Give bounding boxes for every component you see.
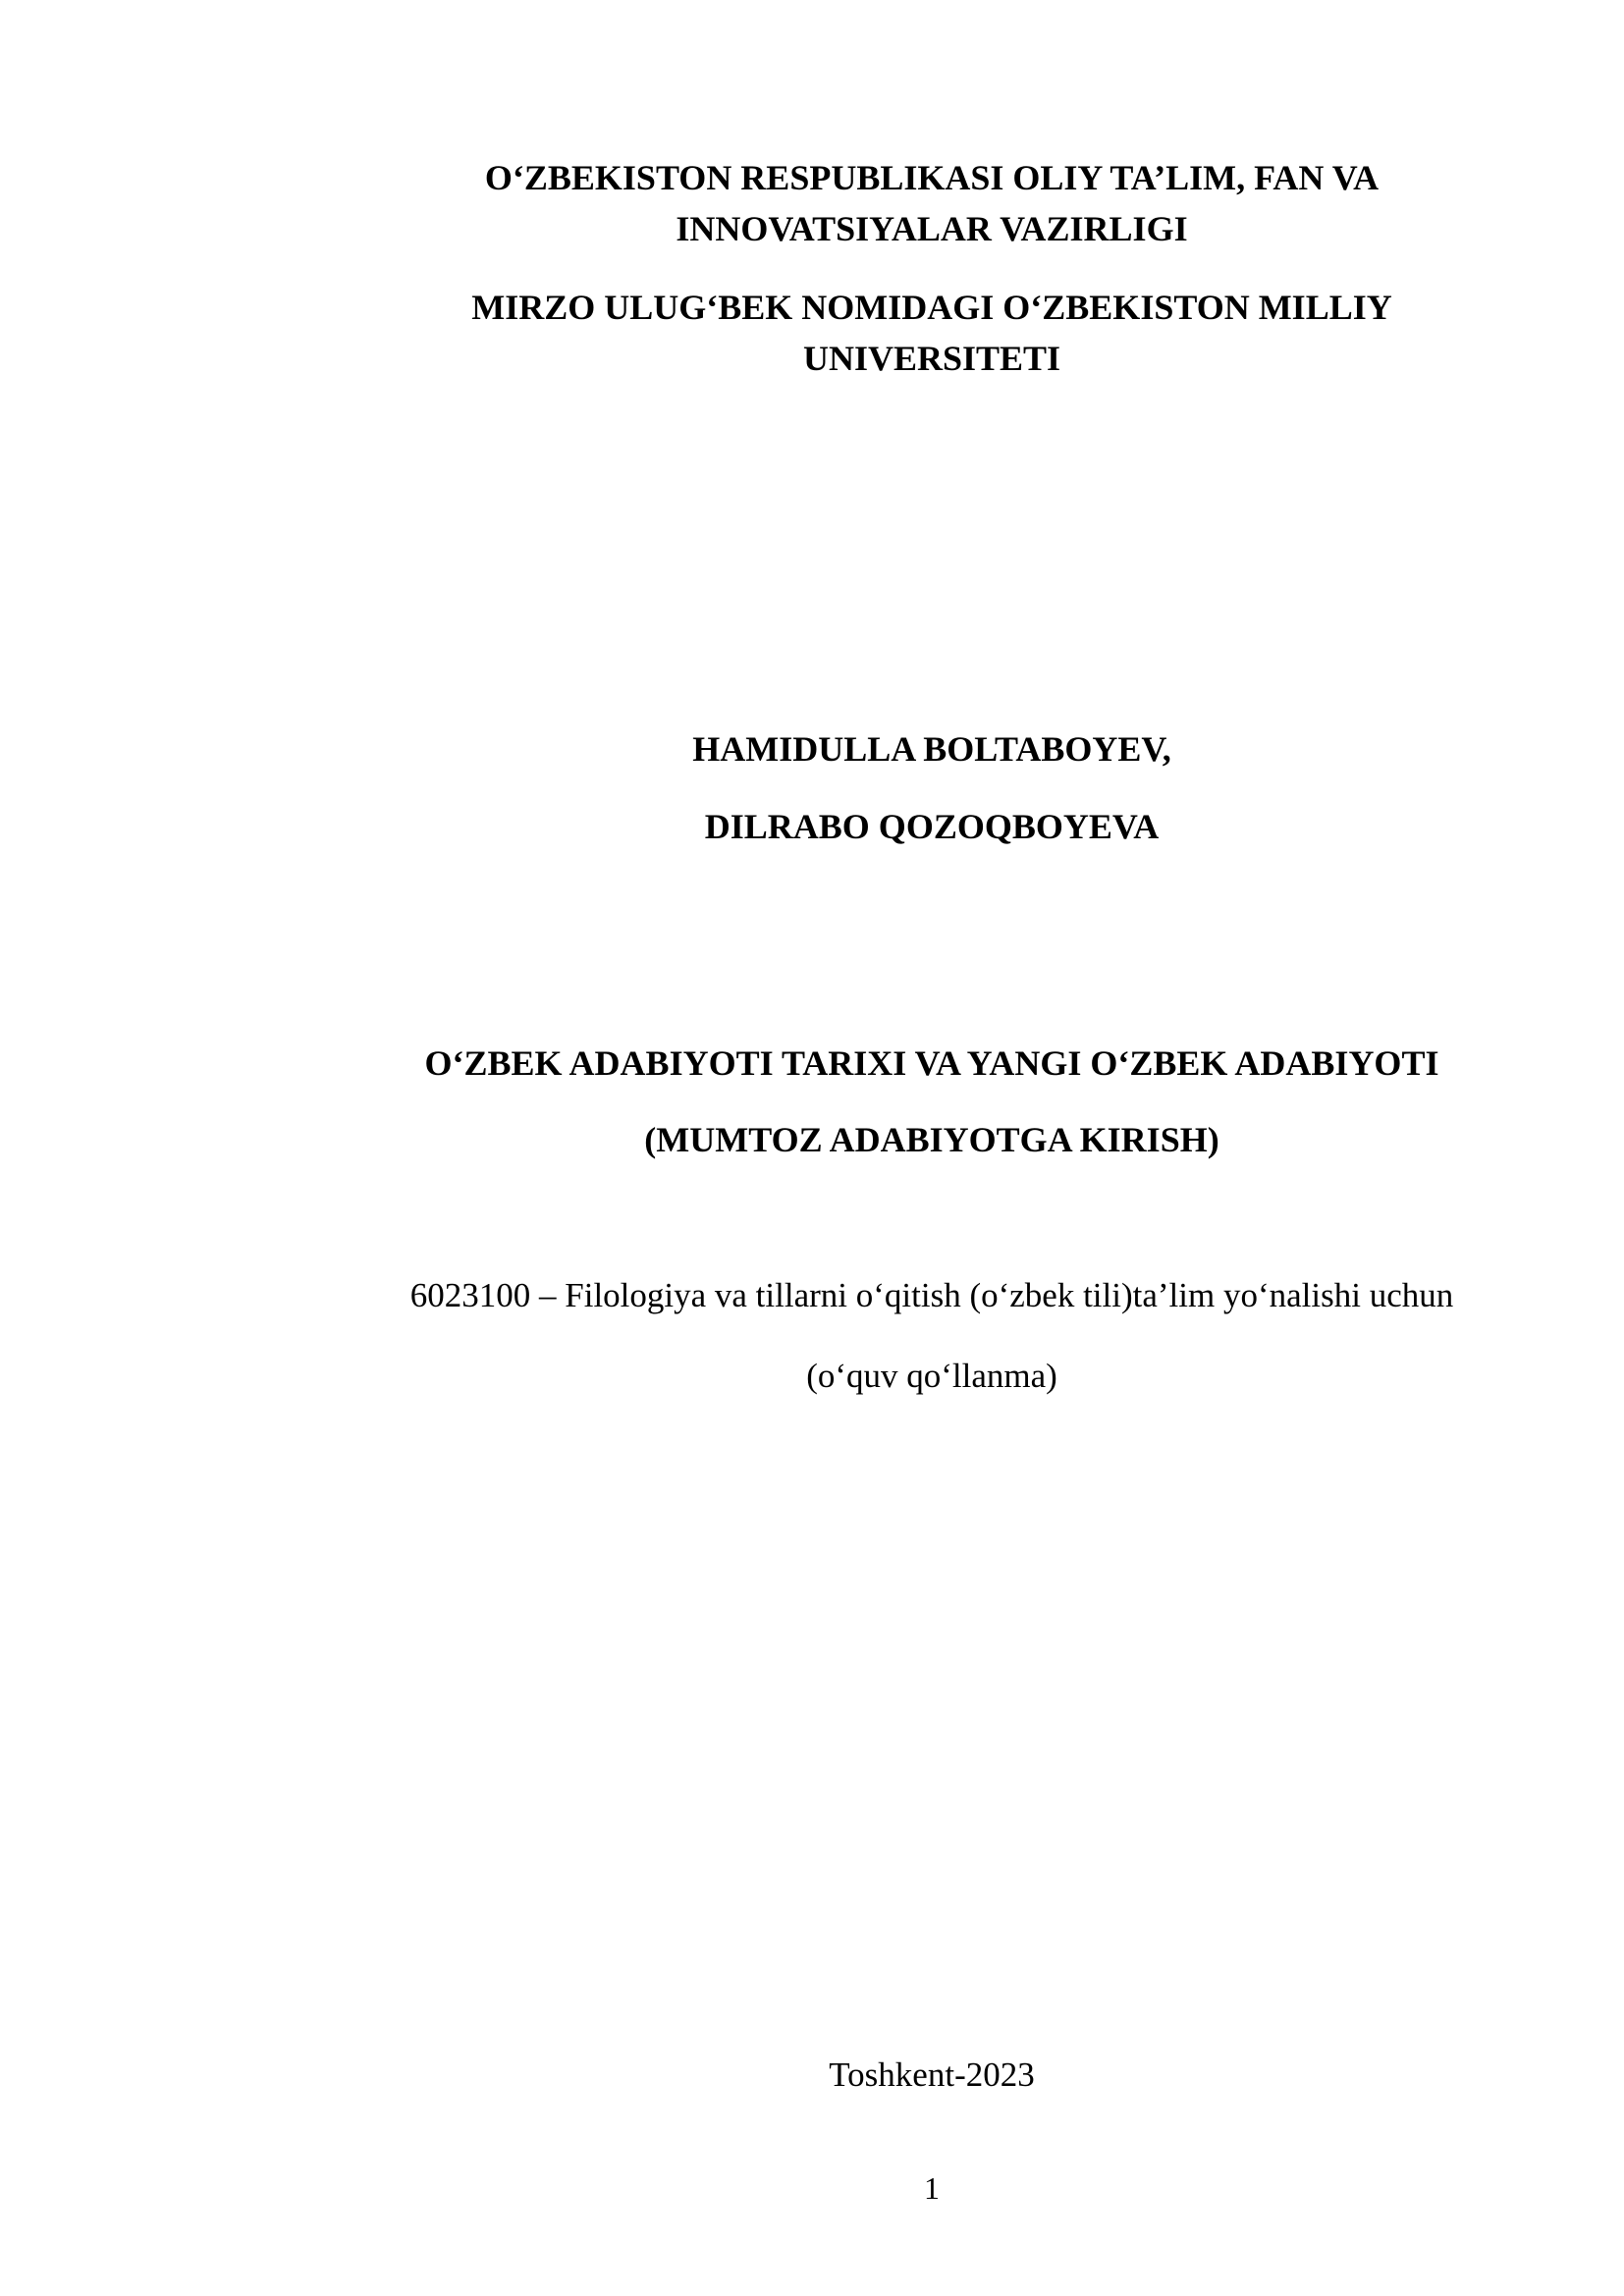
ministry-name-line-1: O‘ZBEKISTON RESPUBLIKASI OLIY TA’LIM, FAN VA xyxy=(484,158,1380,197)
book-title-line-1: O‘ZBEK ADABIYOTI TARIXI VA YANGI O‘ZBEK ADABIYOTI xyxy=(424,1043,1439,1083)
university-name-line-2: UNIVERSITETI xyxy=(802,339,1061,378)
author-name: HAMIDULLA BOLTABOYEV, xyxy=(692,729,1171,769)
book-title-line-2: (MUMTOZ ADABIYOTGA KIRISH) xyxy=(644,1120,1219,1159)
ministry-name-line-2: INNOVATSIYALAR VAZIRLIGI xyxy=(676,209,1188,248)
page-number: 1 xyxy=(924,2170,940,2206)
publication-type: (o‘quv qo‘llanma) xyxy=(806,1357,1057,1395)
university-name-line-1: MIRZO ULUG‘BEK NOMIDAGI O‘ZBEKISTON MILLIY xyxy=(471,288,1392,327)
author-name: DILRABO QOZOQBOYEVA xyxy=(704,807,1160,846)
specialty-line: 6023100 – Filologiya va tillarni o‘qitish (o‘zbek tili)ta’lim yo‘nalishi uchun xyxy=(409,1276,1454,1314)
place-and-year: Toshkent-2023 xyxy=(829,2056,1035,2094)
